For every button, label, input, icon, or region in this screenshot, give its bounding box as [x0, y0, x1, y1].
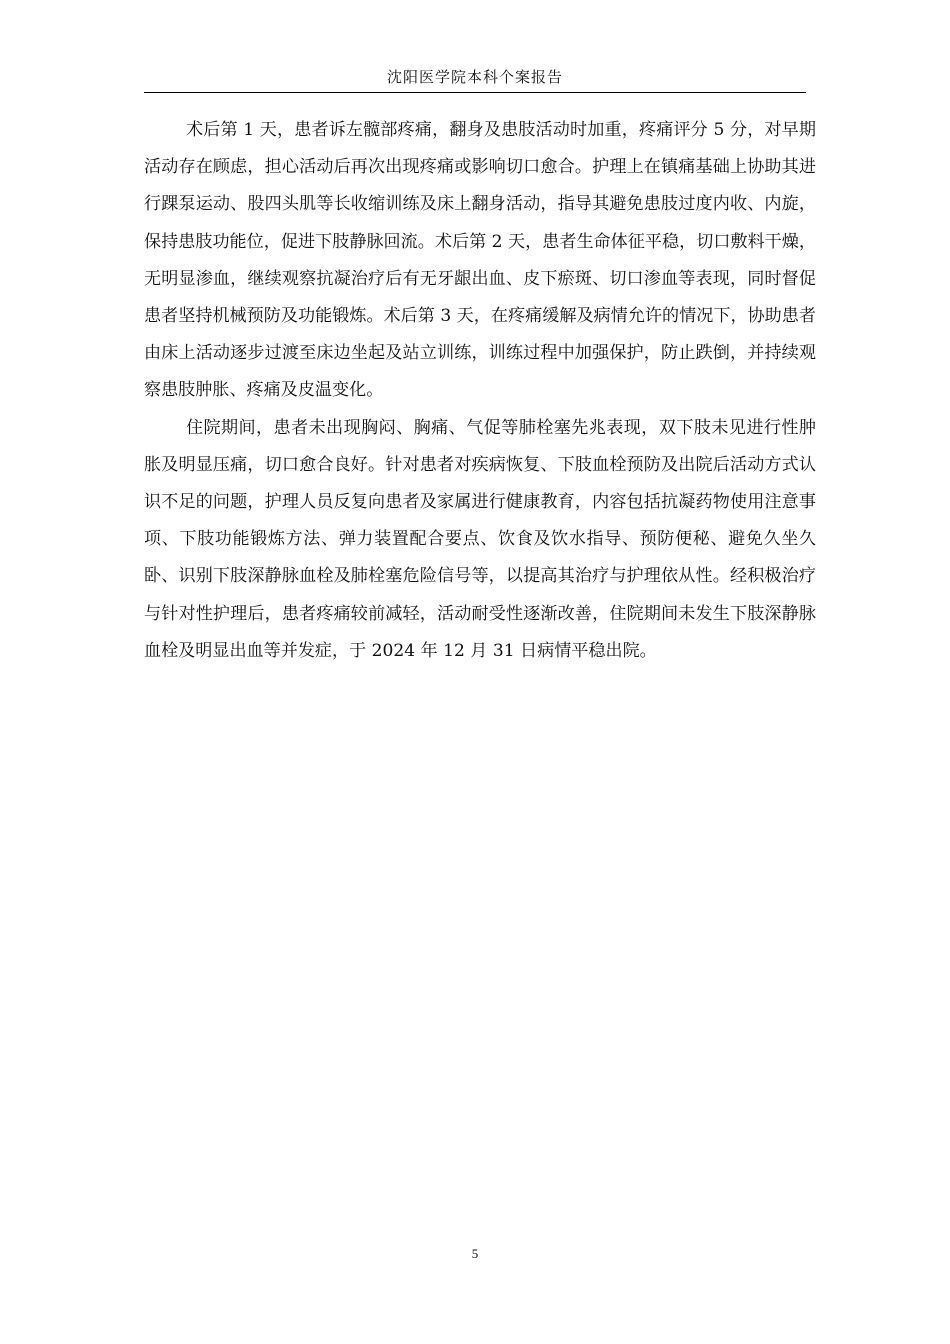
page-header: 沈阳医学院本科个案报告 — [386, 68, 563, 86]
page-number: 5 — [471, 1246, 479, 1261]
report-body — [144, 112, 816, 670]
paragraph-postoperative-care: 术后第 1 天，患者诉左髋部疼痛，翻身及患肢活动时加重，疼痛评分 5 分，对早期活动存在顾虑，担心活动后再次出现疼痛或影响切口愈合。护理上在镇痛基础上协助其进行踝泵运动、股四头肌等长收缩训练及床上翻身活动，指导其避免患肢过度内收、内旋，保持患肢功能位，促进下肢静脉回流。术后第 2 天，患者生命体征平稳，切口敷料干燥，无明显渗血，继续观察抗凝治疗后有无牙龈出血、皮下瘀斑、切口渗血等表现，同时督促患者坚持机械预防及功能锻炼。术后第 3 天，在疼痛缓解及病情允许的情况下，协助患者由床上活动逐步过渡至床边坐起及站立训练，训练过程中加强保护，防止跌倒，并持续观察患肢肿胀、疼痛及皮温变化。 — [144, 120, 816, 401]
header-divider — [144, 92, 806, 93]
paragraph-hospital-course: 住院期间，患者未出现胸闷、胸痛、气促等肺栓塞先兆表现，双下肢未见进行性肿胀及明显压痛，切口愈合良好。针对患者对疾病恢复、下肢血栓预防及出院后活动方式认识不足的问题，护理人员反复向患者及家属进行健康教育，内容包括抗凝药物使用注意事项、下肢功能锻炼方法、弹力装置配合要点、饮食及饮水指导、预防便秘、避免久坐久卧、识别下肢深静脉血栓及肺栓塞危险信号等，以提高其治疗与护理依从性。经积极治疗与针对性护理后，患者疼痛较前减轻，活动耐受性逐渐改善，住院期间未发生下肢深静脉血栓及明显出血等并发症，于 2024 年 12 月 31 日病情平稳出院。 — [144, 417, 816, 661]
